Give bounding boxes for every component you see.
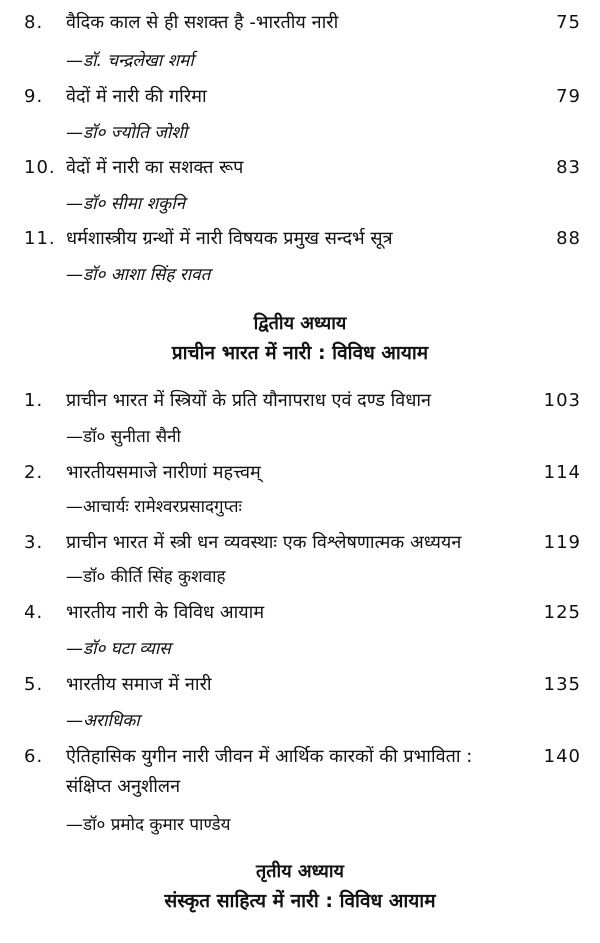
entry-title: प्राचीन भारत में स्त्री धन व्यवस्थाः एक विश्लेषणात्मक अध्ययन bbox=[66, 532, 462, 553]
entry-author: —डॉ० प्रमोद कुमार पाण्डेय bbox=[66, 815, 231, 835]
entry-page-number: 88 bbox=[556, 228, 581, 249]
toc-entry bbox=[0, 82, 600, 143]
entry-number: 4. bbox=[24, 602, 44, 623]
chapter-heading bbox=[0, 310, 600, 368]
chapter-number: तृतीय अध्याय bbox=[256, 861, 344, 882]
entry-page-number: 114 bbox=[543, 462, 581, 483]
entry-author: —डॉ० आशा सिंह रावत bbox=[66, 265, 211, 285]
entry-author: —डॉ० घटा व्यास bbox=[66, 639, 171, 659]
chapter-title: प्राचीन भारत में नारी : विविध आयाम bbox=[171, 342, 429, 364]
entry-number: 10. bbox=[24, 157, 56, 178]
toc-entry bbox=[0, 670, 600, 731]
entry-author: —अराधिका bbox=[66, 711, 140, 731]
entry-page-number: 103 bbox=[543, 390, 581, 411]
entry-author: —आचार्यः रामेश्वरप्रसादगुप्तः bbox=[66, 497, 242, 517]
entry-number: 3. bbox=[24, 532, 44, 553]
entry-number: 8. bbox=[24, 12, 44, 33]
entry-page-number: 125 bbox=[543, 602, 581, 623]
chapter-heading bbox=[0, 858, 600, 916]
entry-title-continuation: संक्षिप्त अनुशीलन bbox=[66, 776, 181, 797]
entry-title: वैदिक काल से ही सशक्त है -भारतीय नारी bbox=[66, 12, 339, 33]
entry-number: 2. bbox=[24, 462, 44, 483]
entry-page-number: 75 bbox=[556, 12, 581, 33]
entry-author: —डॉ० ज्योति जोशी bbox=[66, 123, 188, 143]
entry-author: —डॉ० कीर्ति सिंह कुशवाह bbox=[66, 567, 226, 587]
toc-entry bbox=[0, 153, 600, 214]
chapter-title: संस्कृत साहित्य में नारी : विविध आयाम bbox=[164, 890, 436, 912]
entry-page-number: 135 bbox=[543, 674, 581, 695]
toc-entry bbox=[0, 528, 600, 587]
entry-number: 9. bbox=[24, 86, 44, 107]
entry-number: 11. bbox=[24, 228, 56, 249]
entry-author: —डॉ० सुनीता सैनी bbox=[66, 427, 181, 447]
toc-entry bbox=[0, 386, 600, 447]
entry-title: धर्मशास्त्रीय ग्रन्थों में नारी विषयक प्रमुख सन्दर्भ सूत्र bbox=[66, 228, 393, 249]
entry-page-number: 140 bbox=[543, 746, 581, 767]
entry-title: वेदों में नारी की गरिमा bbox=[66, 86, 207, 107]
entry-title: प्राचीन भारत में स्त्रियों के प्रति यौनापराध एवं दण्ड विधान bbox=[66, 390, 432, 411]
toc-entry bbox=[0, 598, 600, 659]
entry-page-number: 83 bbox=[556, 157, 581, 178]
entry-title: वेदों में नारी का सशक्त रूप bbox=[66, 157, 244, 178]
entry-number: 1. bbox=[24, 390, 44, 411]
entry-title: ऐतिहासिक युगीन नारी जीवन में आर्थिक कारकों की प्रभाविता : bbox=[66, 746, 473, 767]
toc-entry bbox=[0, 8, 600, 71]
entry-number: 5. bbox=[24, 674, 44, 695]
entry-number: 6. bbox=[24, 746, 44, 767]
entry-page-number: 119 bbox=[543, 532, 581, 553]
toc-entry bbox=[0, 224, 600, 285]
entry-page-number: 79 bbox=[556, 86, 581, 107]
toc-entry bbox=[0, 458, 600, 517]
entry-author: —डॉ. चन्द्रलेखा शर्मा bbox=[66, 51, 194, 71]
chapter-number: द्वितीय अध्याय bbox=[253, 313, 347, 334]
entry-title: भारतीय समाज में नारी bbox=[66, 674, 212, 695]
entry-author: —डॉ० सीमा शकुनि bbox=[66, 194, 186, 214]
entry-title: भारतीय नारी के विविध आयाम bbox=[66, 602, 265, 623]
toc-entry bbox=[0, 742, 600, 835]
entry-title: भारतीयसमाजे नारीणां महत्त्वम् bbox=[66, 462, 261, 483]
